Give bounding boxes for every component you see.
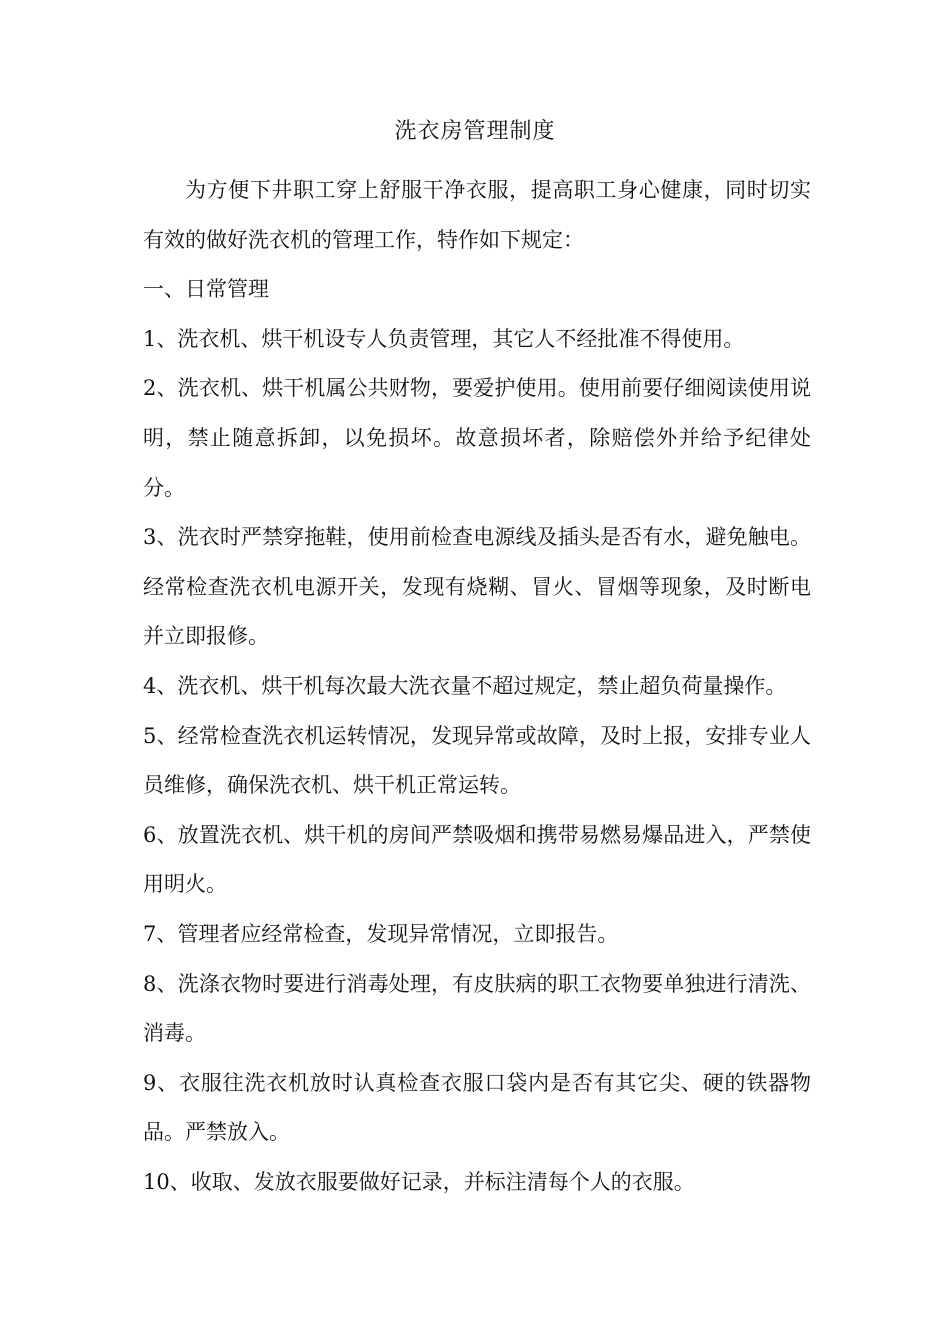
rule-item-9: 9、衣服往洗衣机放时认真检查衣服口袋内是否有其它尖、硬的铁器物品。严禁放入。 [143, 1070, 811, 1145]
rule-item-8: 8、洗涤衣物时要进行消毒处理，有皮肤病的职工衣物要单独进行清洗、消毒。 [143, 971, 811, 1046]
rule-item-7: 7、管理者应经常检查，发现异常情况，立即报告。 [143, 921, 619, 946]
rule-item-3: 3、洗衣时严禁穿拖鞋，使用前检查电源线及插头是否有水，避免触电。经常检查洗衣机电源开关，发现有烧糊、冒火、冒烟等现象，及时断电并立即报修。 [143, 525, 811, 649]
rule-item-6: 6、放置洗衣机、烘干机的房间严禁吸烟和携带易燃易爆品进入，严禁使用明火。 [143, 822, 811, 897]
intro-paragraph: 为方便下井职工穿上舒服干净衣服，提高职工身心健康，同时切实有效的做好洗衣机的管理工作，特作如下规定： [143, 178, 811, 252]
section-heading: 一、日常管理 [143, 277, 269, 302]
rule-item-2: 2、洗衣机、烘干机属公共财物，要爱护使用。使用前要仔细阅读使用说明，禁止随意拆卸，以免损坏。故意损坏者，除赔偿外并给予纪律处分。 [143, 376, 811, 500]
rule-item-4: 4、洗衣机、烘干机每次最大洗衣量不超过规定，禁止超负荷量操作。 [143, 673, 787, 698]
document-title: 洗衣房管理制度 [394, 119, 556, 144]
rule-item-1: 1、洗衣机、烘干机设专人负责管理，其它人不经批准不得使用。 [143, 326, 745, 351]
document-body [143, 166, 811, 1207]
rule-item-5: 5、经常检查洗衣机运转情况，发现异常或故障，及时上报，安排专业人员维修，确保洗衣机、烘干机正常运转。 [143, 723, 811, 798]
rule-item-10: 10、收取、发放衣服要做好记录，并标注清每个人的衣服。 [143, 1169, 695, 1194]
